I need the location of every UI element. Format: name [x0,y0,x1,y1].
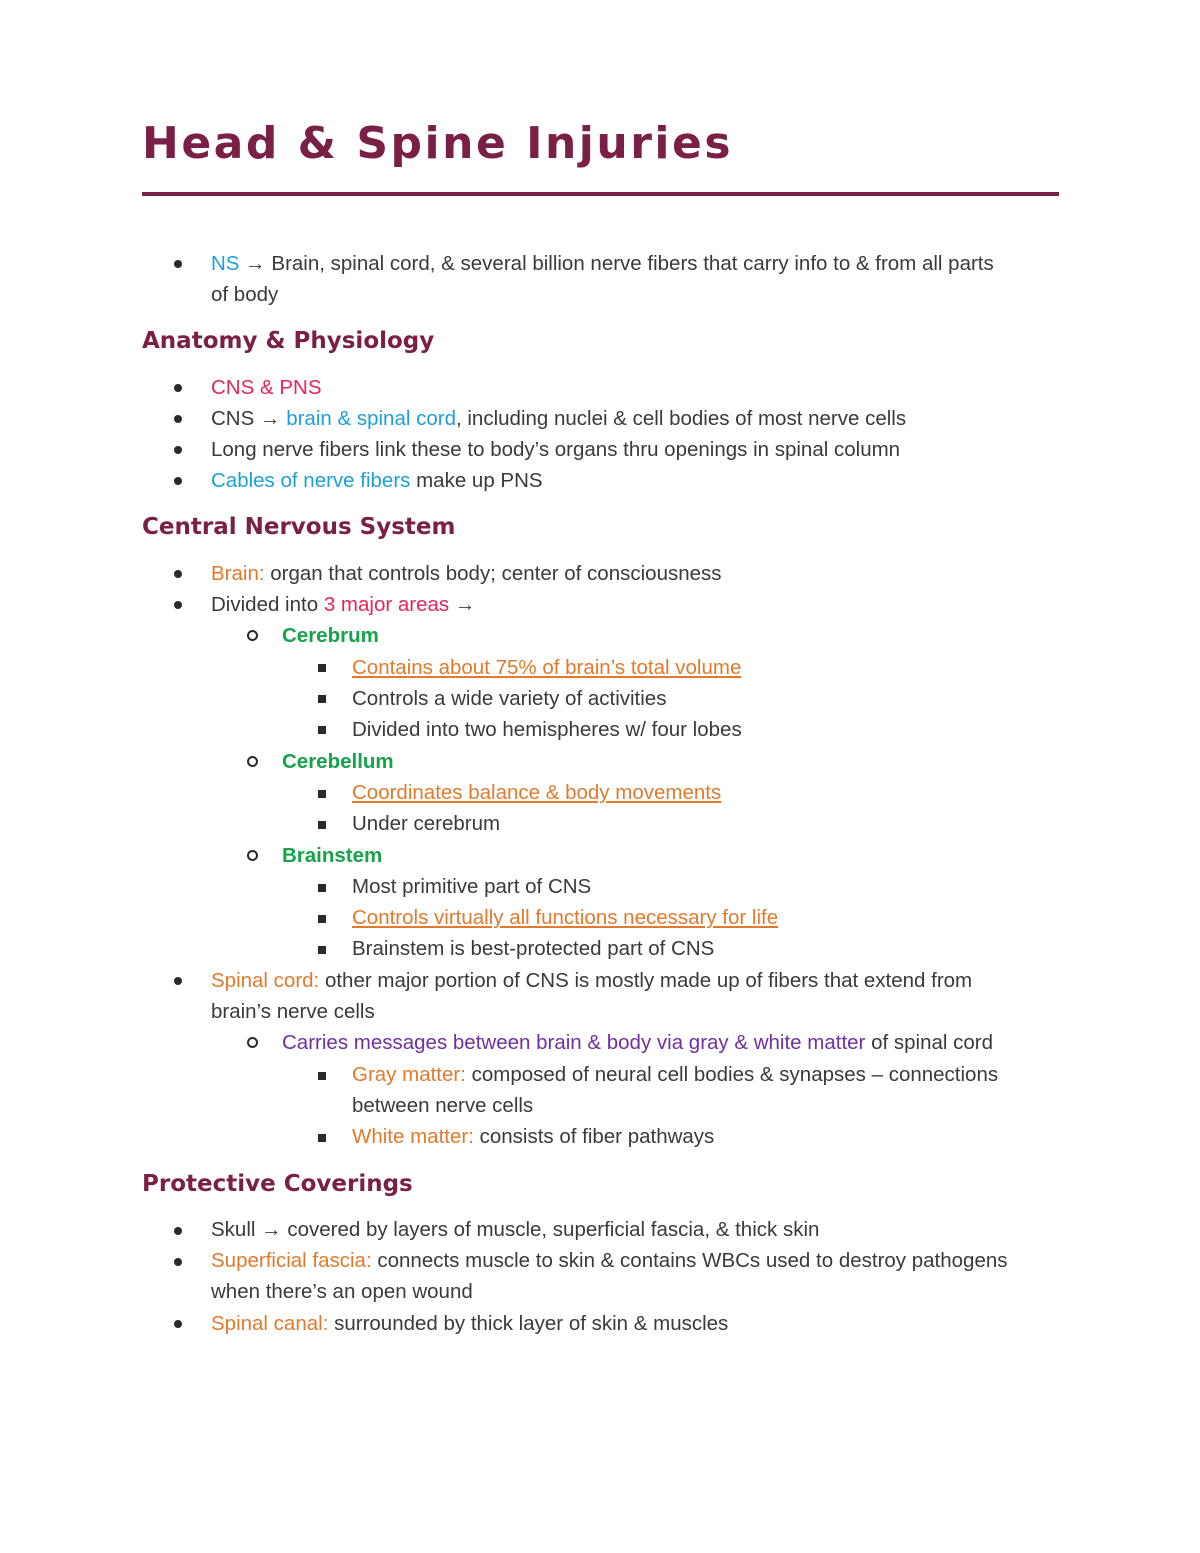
sub-sub-bullet [318,910,326,926]
sub-sub-bullet [318,1129,326,1145]
sub-sub-bullet [318,941,326,957]
list-item: Spinal cord: other major portion of CNS is mostly made up of fibers that extend from [211,969,973,992]
list-item: Skull → covered by layers of muscle, superficial fascia, & thick skin [211,1218,820,1241]
bullet [174,441,182,457]
list-item: Superficial fascia: connects muscle to skin & contains WBCs used to destroy pathogens [211,1249,1008,1272]
ns-term: NS [211,252,240,275]
sub-sub-bullet [318,1067,326,1083]
list-item: Brainstem [282,844,383,867]
bullet [174,596,182,612]
bullet [174,972,182,988]
bullet [174,1315,182,1331]
heading-cns: Central Nervous System [142,514,456,540]
list-item: CNS & PNS [211,376,322,399]
list-item: Cables of nerve fibers make up PNS [211,469,543,492]
page-title: Head & Spine Injuries [142,118,734,169]
sub-sub-bullet [318,785,326,801]
sub-sub-bullet [318,721,326,737]
list-item: Long nerve fibers link these to body’s organs thru openings in spinal column [211,438,901,461]
bullet [174,1222,182,1238]
list-item: Cerebrum [282,624,379,647]
sub-bullet [247,848,258,864]
list-item: Brainstem is best-protected part of CNS [352,937,715,960]
list-item: CNS → brain & spinal cord, including nuclei & cell bodies of most nerve cells [211,407,907,430]
list-item: Cerebellum [282,750,394,773]
bullet [174,410,182,426]
list-item: Divided into two hemispheres w/ four lobes [352,718,742,741]
sub-bullet [247,754,258,770]
bullet [174,255,182,271]
sub-sub-bullet [318,690,326,706]
list-item: Most primitive part of CNS [352,875,592,898]
list-item: Carries messages between brain & body via gray & white matter of spinal cord [282,1031,994,1054]
list-item: Controls virtually all functions necessary for life [352,906,779,929]
bullet [174,565,182,581]
list-item: White matter: consists of fiber pathways [352,1125,715,1148]
sub-bullet [247,1035,258,1051]
list-item: Gray matter: composed of neural cell bodies & synapses – connections [352,1063,999,1086]
list-item: Brain: organ that controls body; center of consciousness [211,562,722,585]
sub-sub-bullet [318,879,326,895]
sub-sub-bullet [318,659,326,675]
bullet [174,1253,182,1269]
list-item: Under cerebrum [352,812,501,835]
list-item-cont: between nerve cells [352,1094,534,1117]
intro-line-cont: of body [211,283,279,306]
list-item-cont: brain’s nerve cells [211,1000,375,1023]
list-item: Controls a wide variety of activities [352,687,667,710]
list-item-cont: when there’s an open wound [211,1280,473,1303]
sub-sub-bullet [318,816,326,832]
list-item: Contains about 75% of brain’s total volume [352,656,742,679]
heading-protective: Protective Coverings [142,1171,413,1197]
sub-bullet [247,628,258,644]
bullet [174,379,182,395]
bullet [174,472,182,488]
title-divider [142,192,1059,196]
list-item: Divided into 3 major areas → [211,593,476,616]
list-item: Coordinates balance & body movements [352,781,722,804]
list-item: Spinal canal: surrounded by thick layer of skin & muscles [211,1312,729,1335]
intro-line: NS → Brain, spinal cord, & several billion nerve fibers that carry info to & from all parts [211,252,994,275]
heading-anatomy: Anatomy & Physiology [142,328,435,354]
